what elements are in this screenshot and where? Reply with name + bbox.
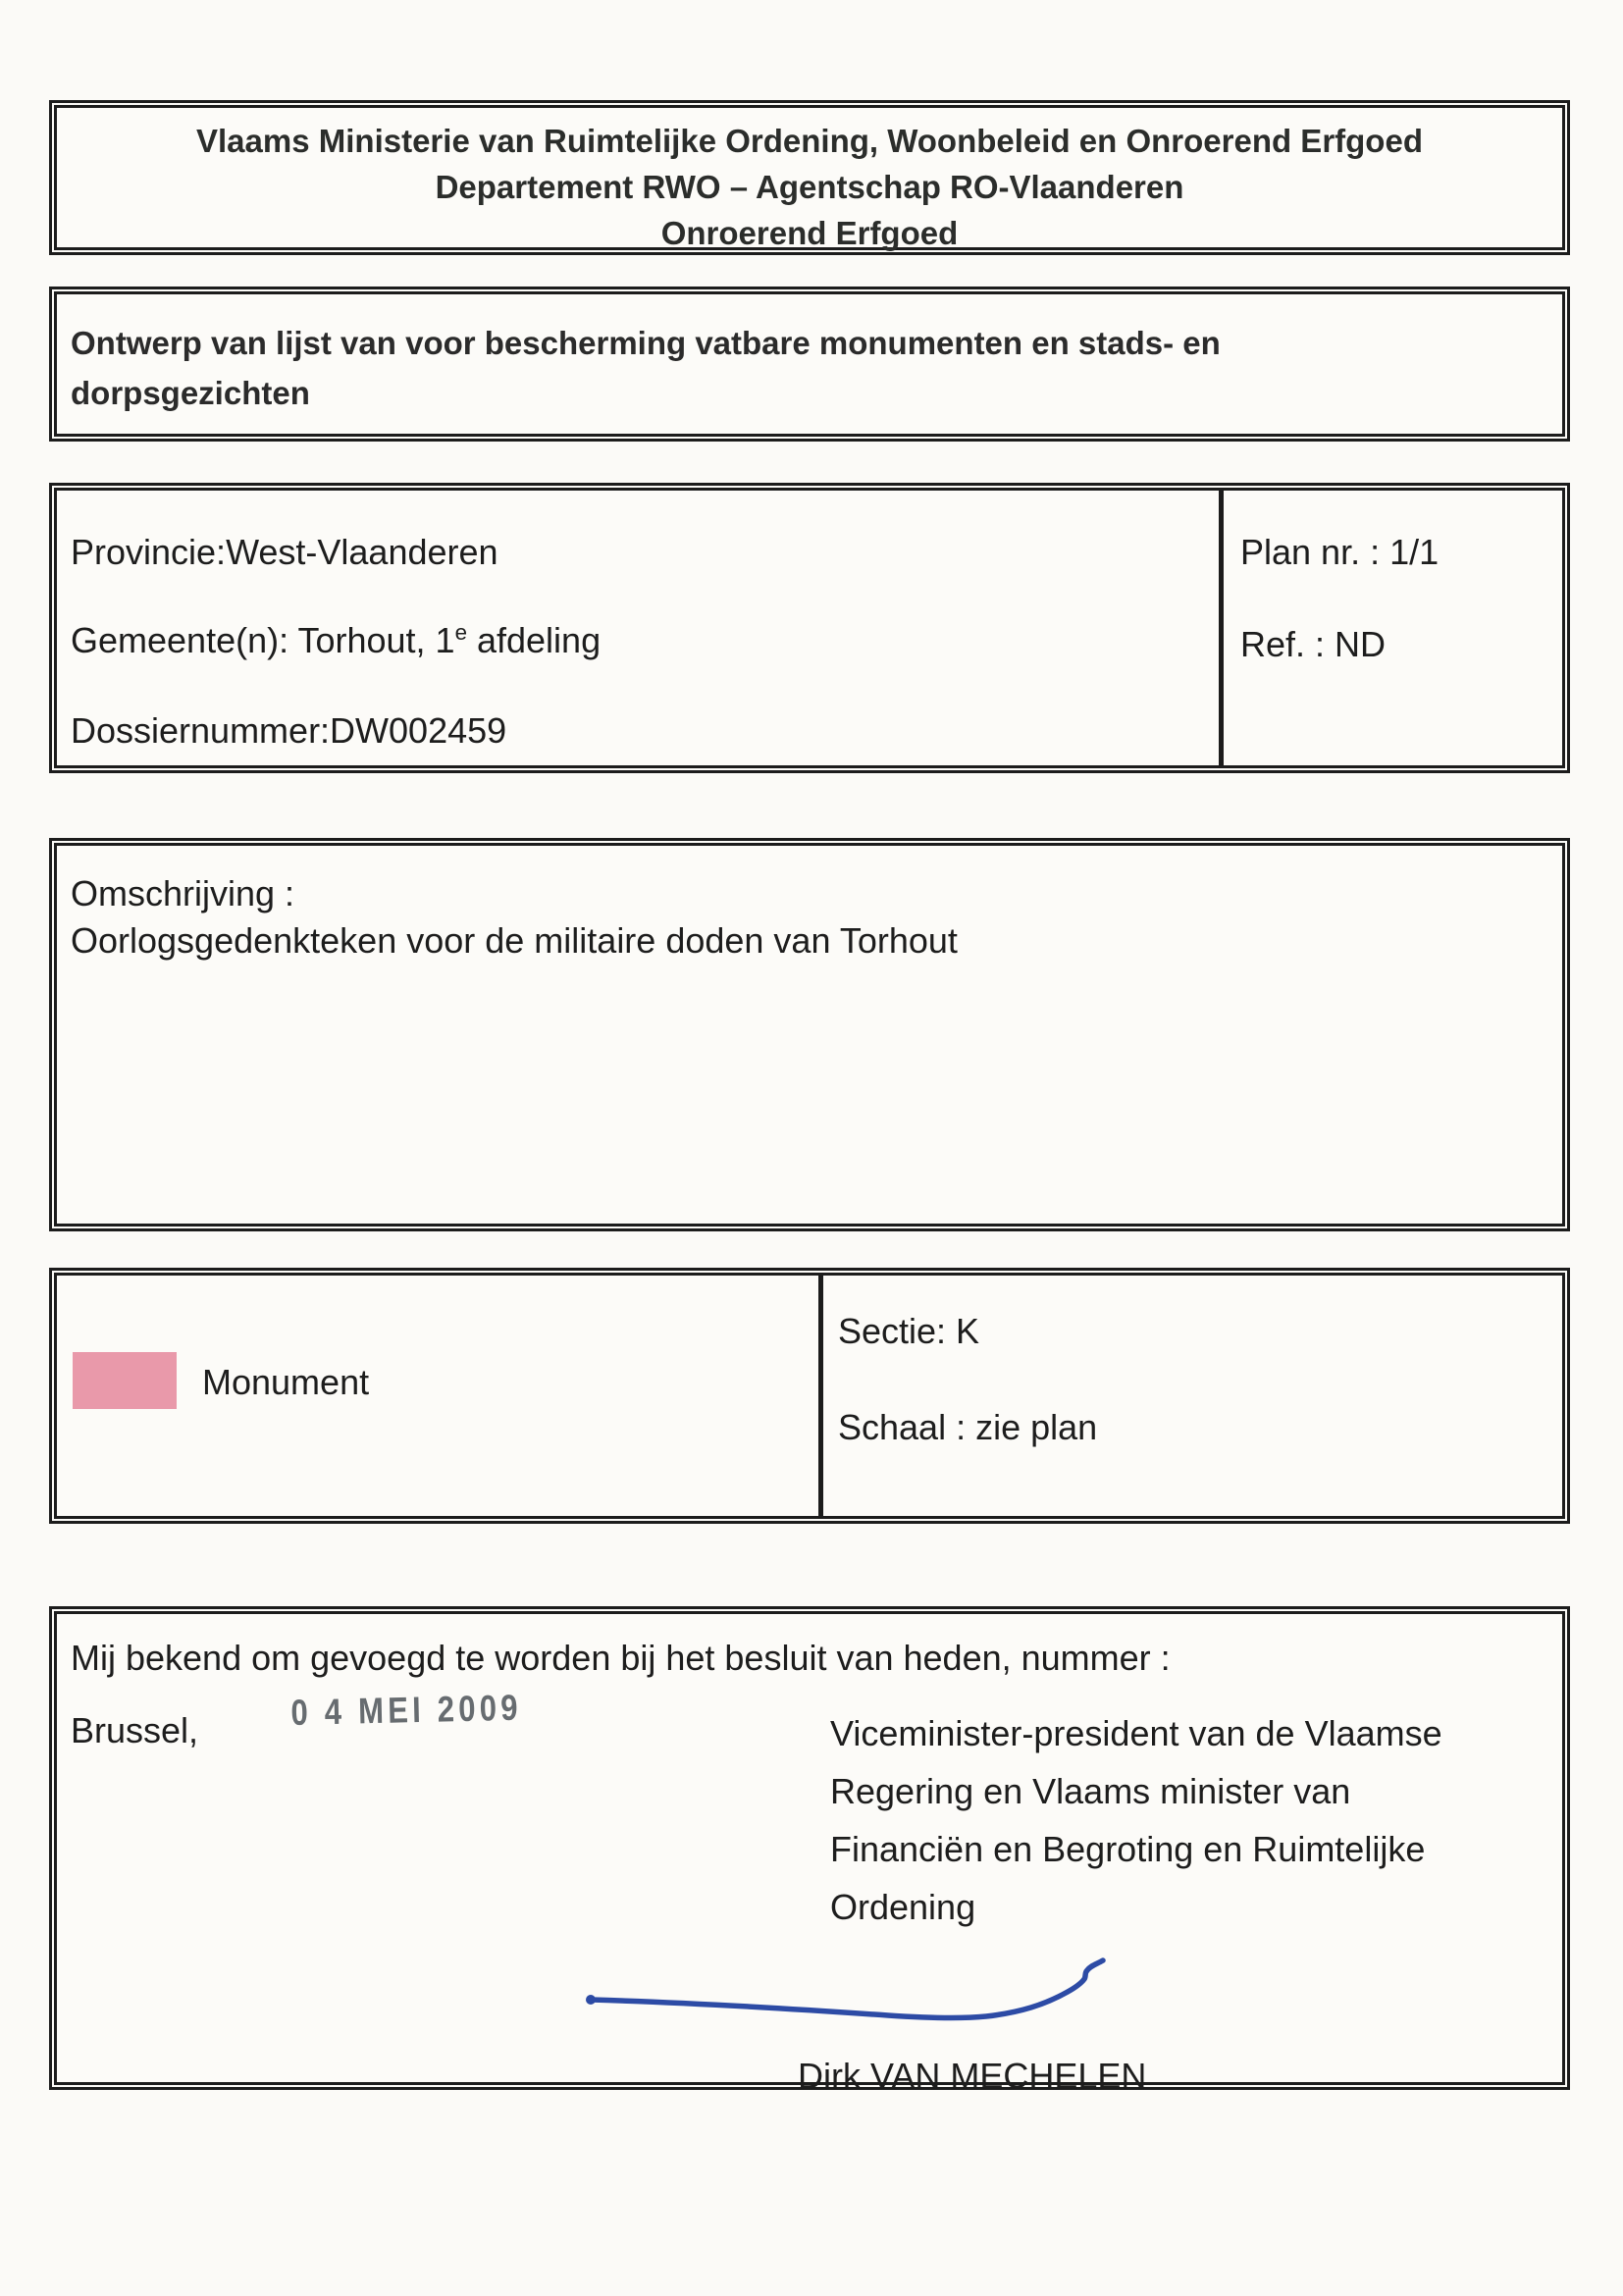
decree-signature-box xyxy=(49,1606,1570,2096)
place-label: Brussel, xyxy=(71,1710,199,1750)
description-text: Oorlogsgedenkteken voor de militaire doden van Torhout xyxy=(71,920,958,961)
monument-label: Monument xyxy=(202,1362,370,1402)
provincie-field: Provincie:West-Vlaanderen xyxy=(71,532,498,572)
location-info-box xyxy=(49,483,1570,773)
minister-title-line-4: Ordening xyxy=(830,1887,976,1927)
department-name: Departement RWO – Agentschap RO-Vlaanderen xyxy=(435,169,1184,205)
signature-path xyxy=(591,1960,1103,2018)
ministry-header-box xyxy=(49,100,1570,255)
minister-title-line-1: Viceminister-president van de Vlaamse xyxy=(830,1713,1442,1753)
handwritten-signature xyxy=(535,1938,1163,2046)
ministry-header-lines xyxy=(57,108,1562,256)
schaal-field: Schaal : zie plan xyxy=(838,1407,1098,1447)
description-label: Omschrijving : xyxy=(71,873,295,913)
dossiernummer-field: Dossiernummer:DW002459 xyxy=(71,710,507,751)
monument-swatch xyxy=(73,1352,177,1409)
document-title-box xyxy=(49,287,1570,442)
document-title-line-2: dorpsgezichten xyxy=(71,375,310,411)
legend-column-divider xyxy=(818,1276,823,1516)
gemeente-superscript: e xyxy=(454,620,467,645)
decree-intro-text: Mij bekend om gevoegd te worden bij het besluit van heden, nummer : xyxy=(71,1638,1171,1678)
minister-title-line-2: Regering en Vlaams minister van xyxy=(830,1771,1351,1811)
date-stamp: 0 4 MEI 2009 xyxy=(290,1687,523,1733)
ref-field: Ref. : ND xyxy=(1240,624,1387,664)
signee-name: Dirk VAN MECHELEN xyxy=(798,2056,1147,2096)
info-column-divider xyxy=(1219,491,1224,765)
ministry-name: Vlaams Ministerie van Ruimtelijke Ordening, Woonbeleid en Onroerend Erfgoed xyxy=(196,123,1423,159)
plan-nr-field: Plan nr. : 1/1 xyxy=(1240,532,1440,572)
document-title xyxy=(57,294,1562,418)
legend-box xyxy=(49,1268,1570,1524)
document-title-line-1: Ontwerp van lijst van voor bescherming vatbare monumenten en stads- en xyxy=(71,325,1221,361)
minister-title-line-3: Financiën en Begroting en Ruimtelijke xyxy=(830,1829,1426,1869)
description-box xyxy=(49,838,1570,1231)
agency-name: Onroerend Erfgoed xyxy=(660,215,959,251)
gemeente-text: Gemeente(n): Torhout, 1 xyxy=(71,620,455,660)
gemeente-field xyxy=(71,620,601,661)
sectie-field: Sectie: K xyxy=(838,1311,980,1351)
gemeente-suffix-text: afdeling xyxy=(466,620,602,660)
